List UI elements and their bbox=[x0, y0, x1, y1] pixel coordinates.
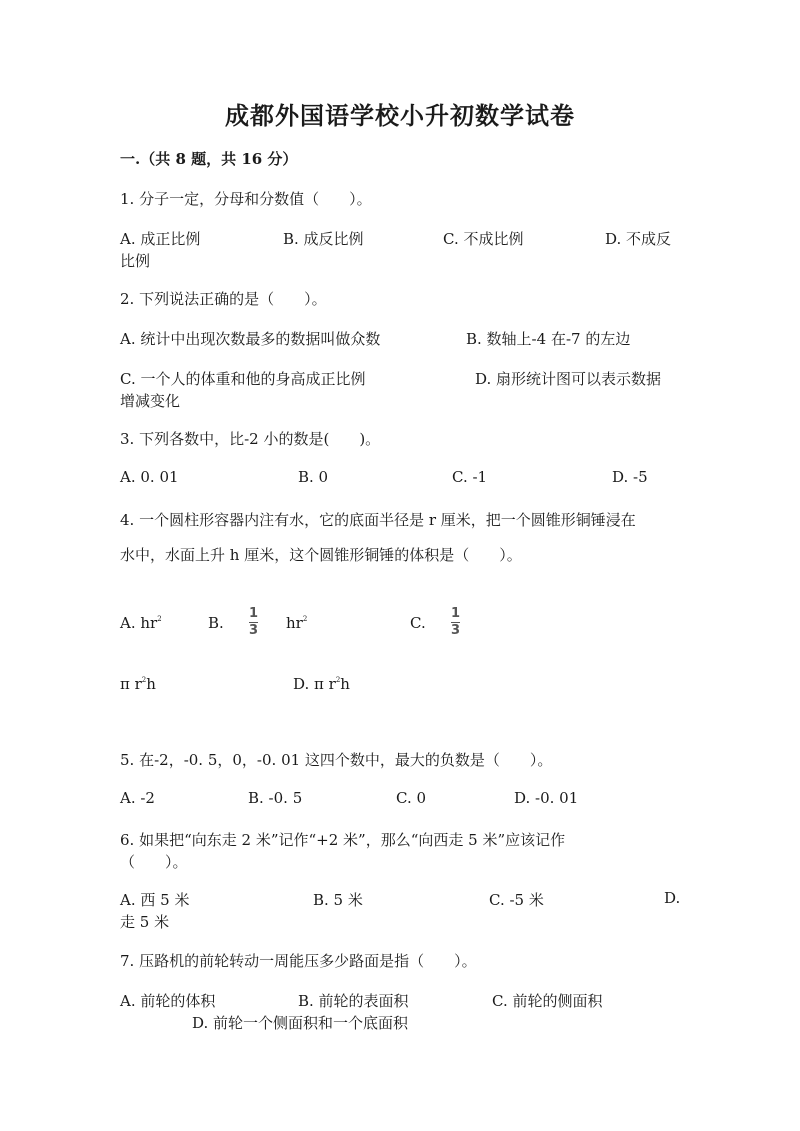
question-4-option-c-tail: π $r^2h$ bbox=[120, 675, 156, 693]
question-3-option-d: D. -5 bbox=[612, 468, 648, 486]
question-6-option-c: C. -5 米 bbox=[489, 891, 544, 909]
question-7-option-b: B. 前轮的表面积 bbox=[298, 992, 409, 1010]
question-1-option-b: B. 成反比例 bbox=[283, 230, 364, 248]
question-1-option-d: D. 不成反 bbox=[605, 230, 672, 248]
question-6-option-d: D. bbox=[664, 889, 681, 907]
question-6-option-d-wrap: 走 5 米 bbox=[120, 913, 170, 931]
question-2-option-d: D. 扇形统计图可以表示数据 bbox=[475, 370, 662, 388]
question-5-option-a: A. -2 bbox=[120, 789, 155, 807]
question-3-option-a: A. 0. 01 bbox=[120, 468, 179, 486]
question-6-text: 6. 如果把“向东走 2 米”记作“+2 米”，那么“向西走 5 米”应该记作 bbox=[120, 831, 566, 849]
question-3-option-b: B. 0 bbox=[298, 468, 329, 486]
question-2-option-d-wrap: 增减变化 bbox=[120, 392, 181, 410]
question-1-option-c: C. 不成比例 bbox=[443, 230, 524, 248]
question-5-option-b: B. -0. 5 bbox=[248, 789, 303, 807]
question-4-option-c-label: C. bbox=[410, 614, 426, 632]
question-4-option-a: A. $hr^2$ bbox=[120, 614, 162, 632]
question-4-text-line1: 4. 一个圆柱形容器内注有水，它的底面半径是 r 厘米，把一个圆锥形铜锤浸在 bbox=[120, 511, 636, 529]
question-2-option-b: B. 数轴上-4 在-7 的左边 bbox=[466, 330, 631, 348]
question-6-option-a: A. 西 5 米 bbox=[120, 891, 190, 909]
question-3-option-c: C. -1 bbox=[452, 468, 488, 486]
question-7-option-a: A. 前轮的体积 bbox=[120, 992, 216, 1010]
question-7-option-c: C. 前轮的侧面积 bbox=[492, 992, 603, 1010]
question-1-option-d-wrap: 比例 bbox=[120, 252, 151, 270]
question-1-text: 1. 分子一定，分母和分数值（ ）。 bbox=[120, 190, 372, 208]
question-1-option-a: A. 成正比例 bbox=[120, 230, 201, 248]
question-2-option-a: A. 统计中出现次数最多的数据叫做众数 bbox=[120, 330, 381, 348]
question-7-text: 7. 压路机的前轮转动一周能压多少路面是指（ ）。 bbox=[120, 952, 477, 970]
question-5-text: 5. 在-2，-0. 5，0，-0. 01 这四个数中，最大的负数是（ ）。 bbox=[120, 751, 553, 769]
section-header: 一.（共 8 题，共 16 分） bbox=[120, 150, 298, 168]
question-4-option-b-tail: $hr^2$ bbox=[286, 614, 308, 632]
question-5-option-d: D. -0. 01 bbox=[514, 789, 579, 807]
question-6-option-b: B. 5 米 bbox=[313, 891, 363, 909]
page-title: 成都外国语学校小升初数学试卷 bbox=[225, 101, 575, 130]
question-4-option-c-fraction: 1 3 bbox=[451, 606, 461, 638]
question-2-option-c: C. 一个人的体重和他的身高成正比例 bbox=[120, 370, 366, 388]
question-2-text: 2. 下列说法正确的是（ ）。 bbox=[120, 290, 327, 308]
question-4-option-b-fraction: 1 3 bbox=[249, 606, 259, 638]
question-4-option-b-label: B. bbox=[208, 614, 224, 632]
question-4-option-d: D. π $r^2h$ bbox=[293, 675, 350, 693]
question-5-option-c: C. 0 bbox=[396, 789, 427, 807]
question-7-option-d: D. 前轮一个侧面积和一个底面积 bbox=[192, 1014, 409, 1032]
question-4-text-line2: 水中，水面上升 h 厘米，这个圆锥形铜锤的体积是（ ）。 bbox=[120, 546, 522, 564]
question-6-text-wrap: （ ）。 bbox=[120, 853, 188, 871]
question-3-text: 3. 下列各数中，比-2 小的数是( )。 bbox=[120, 430, 381, 448]
